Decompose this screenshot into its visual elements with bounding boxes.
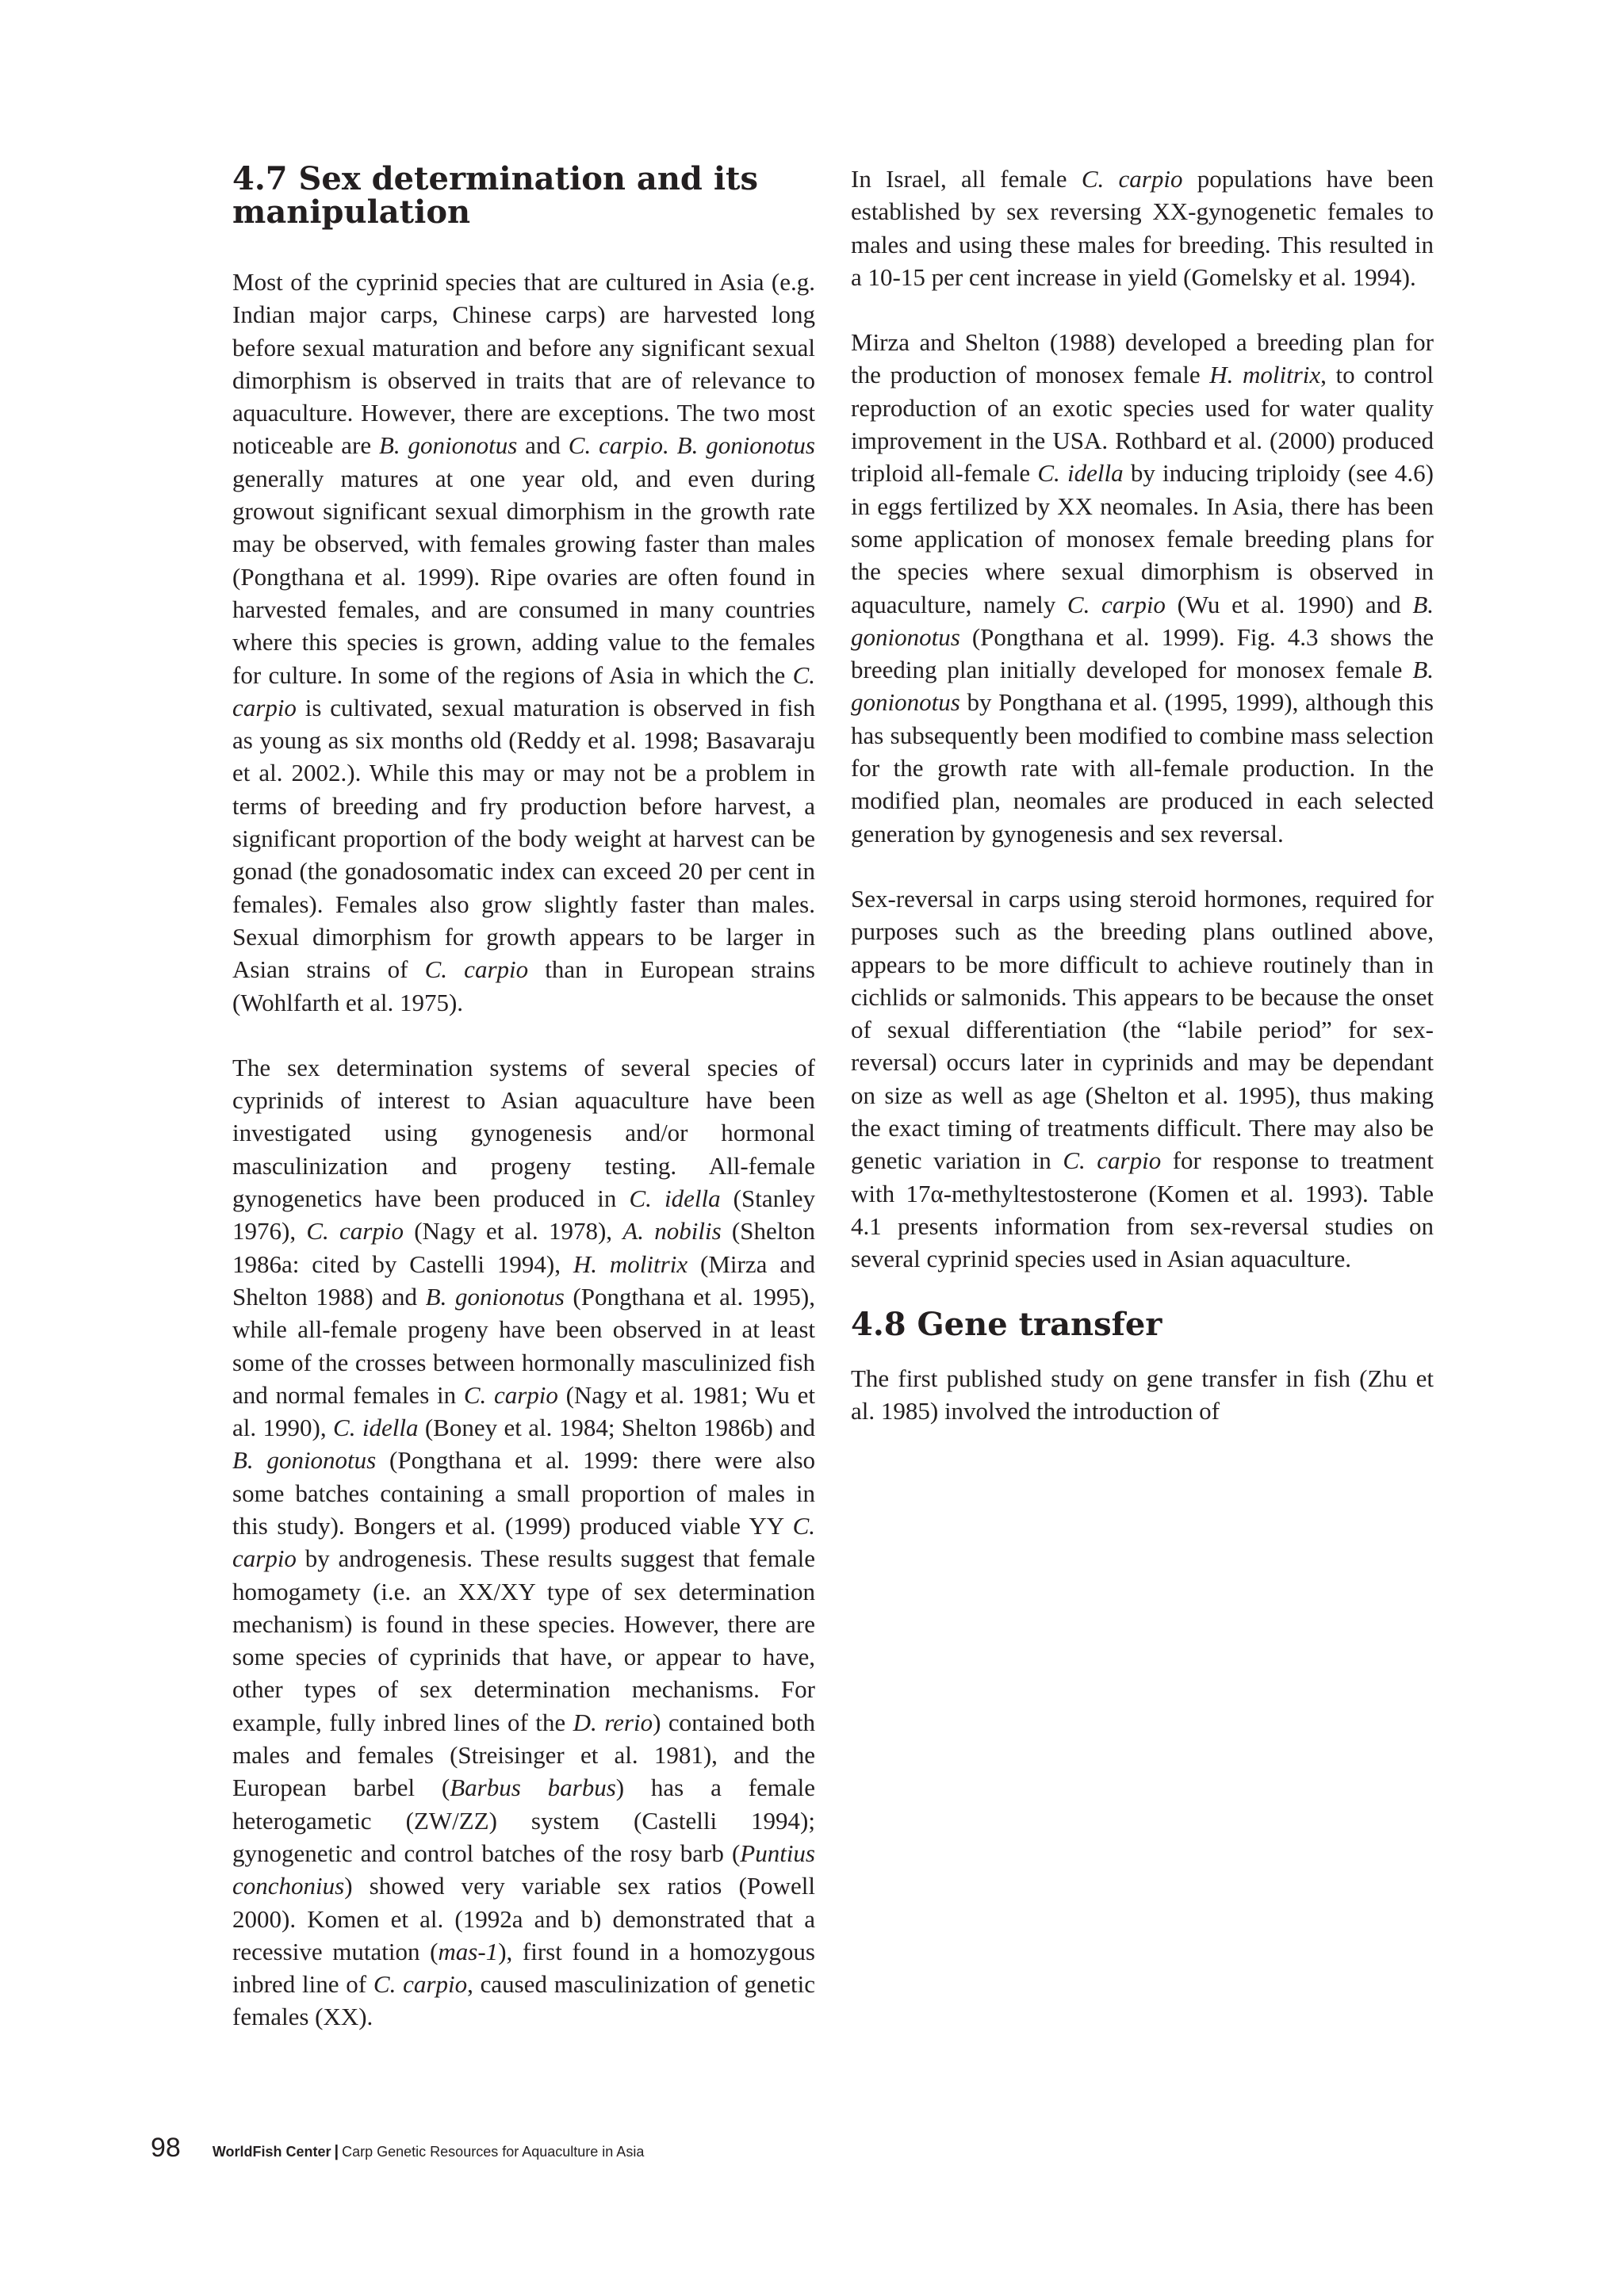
paragraph [232,1051,815,2034]
right-column-body [851,163,1434,1276]
species-name: C. carpio [1063,1146,1162,1175]
section-4-8-body [851,1362,1434,1428]
species-name: H. molitrix [1209,361,1321,389]
species-name: C. carpio [373,1970,468,1999]
paragraph [851,1362,1434,1428]
species-name: mas-1 [438,1937,499,1965]
text-run: (Shelton 1986a: cited by Castelli 1994), [232,1217,815,1278]
species-name: C. carpio [463,1380,558,1409]
paragraph [851,882,1434,1276]
text-run: than in European strains (Wohlfarth et al. 1975). [232,955,815,1016]
text-run: (Boney et al. 1984; Shelton 1986b) and [418,1414,815,1442]
text-run: (Pongthana et al. 1999: there were also some batches containing a small proportion of males in this study). Bongers et al. (1999) produced viable YY [232,1446,816,1540]
species-name: C. idella [1037,459,1124,488]
species-name: Barbus barbus [450,1774,616,1802]
text-run: (Mirza and Shelton 1988) and [232,1249,815,1311]
left-column [232,160,816,2066]
text-run: ) has a female heterogametic (ZW/ZZ) system (Castelli 1994); gynogenetic and control batches of the rosy barb ( [232,1774,815,1867]
paragraph [232,266,815,1019]
species-name: B. gonionotus [851,656,1434,717]
publisher-name: WorldFish Center [212,2144,331,2160]
text-run: for response to treatment with 17α-methyltestosterone (Komen et al. 1993). Table 4.1 presents information from sex-reversal studies on several cyprinid species used in Asian aquaculture. [851,1146,1434,1273]
species-name: C. carpio [424,955,529,984]
species-name: B. gonionotus [378,431,518,460]
species-name: C. carpio [232,660,815,721]
species-name: B. gonionotus [851,590,1434,651]
text-run: (Pongthana et al. 1995), while all-female progeny have been observed in at least some of the crosses between hormonally masculinized fish and normal females in [232,1282,815,1409]
species-name: C. idella [333,1414,419,1442]
species-name: C. carpio [1067,590,1166,618]
right-column [851,163,1434,1460]
text-run: Sex-reversal in carps using steroid hormones, required for purposes such as the breeding plans outlined above, appears to be more difficult to achieve routinely than in cichlids or salmonids. This appears to be because the onset of sexual differentiation (the “labile period” for sex-reversal) occurs later in cyprinids and may be dependant on size as well as age (Shelton et al. 1995), thus making the exact timing of treatments difficult. There may also be genetic variation in [851,884,1434,1175]
species-name: C. carpio. B. gonionotus [568,431,815,460]
text-run: , caused masculinization of genetic females (XX). [232,1970,815,2031]
paragraph [851,326,1434,850]
species-name: A. nobilis [622,1217,722,1246]
species-name: B. gonionotus [232,1446,377,1475]
text-run: by Pongthana et al. (1995, 1999), although this has subsequently been modified to combine mass selection for the growth rate with all-female production. In the modified plan, neomales are produced in each selected generation by gynogenesis and sex reversal. [851,688,1434,848]
text-run: (Pongthana et al. 1999). Fig. 4.3 shows the breeding plan initially developed for monosex female [851,622,1434,684]
section-heading-4-7: 4.7 Sex determination and its manipulation [232,160,759,231]
text-run: (Nagy et al. 1978), [403,1217,623,1246]
text-run: Most of the cyprinid species that are cultured in Asia (e.g. Indian major carps, Chinese carps) are harvested long before sexual maturation and before any significant sexual dimorphism is observed in traits that are of relevance to aquaculture. However, there are exceptions. The two most noticeable are [232,268,815,460]
text-run: In Israel, all female [851,165,1082,193]
species-name: C. carpio [306,1217,404,1246]
text-run: and [517,431,569,460]
species-name: C. idella [629,1184,721,1213]
species-name: H. molitrix [573,1249,688,1278]
text-run: (Wu et al. 1990) and [1165,590,1413,618]
text-run: The sex determination systems of several species of cyprinids of interest to Asian aquaculture have been investigated using gynogenesis and/or hormonal masculinization and progeny testing. All-female gynogenetics have been produced in [232,1053,815,1213]
text-run: ), first found in a homozygous inbred line of [232,1937,815,1999]
text-run: ) showed very variable sex ratios (Powell 2000). Komen et al. (1992a and b) demonstrated that a recessive mutation ( [232,1872,815,1965]
species-name: C. carpio [232,1511,815,1573]
species-name: D. rerio [573,1708,653,1736]
text-run: by inducing triploidy (see 4.6) in eggs fertilized by XX neomales. In Asia, there has been some application of monosex female breeding plans for the species where sexual dimorphism is observed in aquaculture, namely [851,459,1434,618]
book-title: Carp Genetic Resources for Aquaculture in Asia [342,2144,645,2160]
text-run: , to control reproduction of an exotic species used for water quality improvement in the USA. Rothbard et al. (2000) produced triploid all-female [851,361,1434,488]
text-run: generally matures at one year old, and even during growout significant sexual dimorphism in the growth rate may be observed, with females growing faster than males (Pongthana et al. 1999). Ripe ovaries are often found in harvested females, and are consumed in many countries where this species is grown, adding value to the females for culture. In some of the regions of Asia in which the [232,464,815,689]
species-name: C. carpio [1081,165,1183,193]
text-run: Mirza and Shelton (1988) developed a breeding plan for the production of monosex female [851,328,1434,389]
page-footer [151,2133,644,2172]
section-4-7-body [232,266,815,2034]
species-name: B. gonionotus [425,1282,565,1311]
text-run: by androgenesis. These results suggest that female homogamety (i.e. an XX/XY type of sex determination mechanism) is found in these species. However, there are some species of cyprinids that have, or appear to have, other types of sex determination mechanisms. For example, fully inbred lines of the [232,1544,815,1736]
text-run: populations have been established by sex reversing XX-gynogenetic females to males and using these males for breeding. This resulted in a 10-15 per cent increase in yield (Gomelsky et al. 1994). [851,165,1434,291]
text-run: The first published study on gene transfer in fish (Zhu et al. 1985) involved the introduction of [851,1364,1434,1425]
text-run: (Stanley 1976), [232,1184,815,1246]
page-number: 98 [151,2133,181,2163]
paragraph [851,163,1434,293]
species-name: Puntius conchonius [232,1839,815,1900]
text-run: (Nagy et al. 1981; Wu et al. 1990), [232,1380,815,1442]
footer-divider: | [334,2143,339,2160]
text-run: is cultivated, sexual maturation is observed in fish as young as six months old (Reddy et al. 1998; Basavaraju et al. 2002.). While this may or may not be a problem in terms of breeding and fry production before harvest, a significant proportion of the body weight at harvest can be gonad (the gonadosomatic index can exceed 20 per cent in females). Females also grow slightly faster than males. Sexual dimorphism for growth appears to be larger in Asian strains of [232,693,815,984]
text-run: ) contained both males and females (Streisinger et al. 1981), and the European barbel ( [232,1708,815,1802]
section-heading-4-8: 4.8 Gene transfer [851,1305,1162,1343]
